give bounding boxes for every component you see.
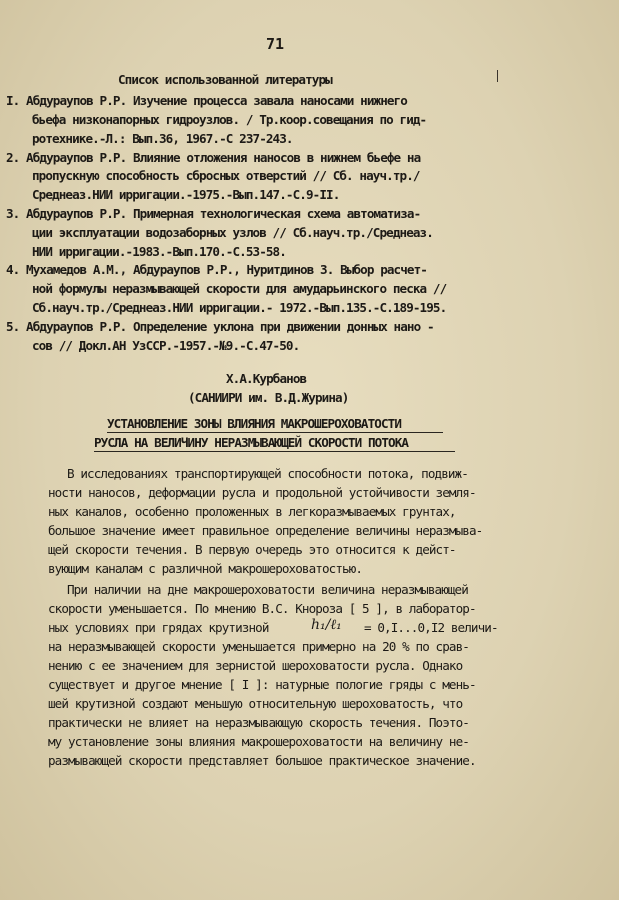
article-title-line-1: УСТАНОВЛЕНИЕ ЗОНЫ ВЛИЯНИЯ МАКРОШЕРОХОВАТОСТИ	[107, 416, 402, 431]
handwritten-formula: h₁/ℓ₁	[311, 617, 342, 633]
body-line: ных каналов, особенно проложенных в легкоразмываемых грунтах,	[48, 504, 456, 519]
reference-line: ции эксплуатации водозаборных узлов // Сб.науч.тр./Среднеаз.	[32, 225, 433, 240]
article-author: Х.А.Курбанов	[226, 371, 307, 386]
reference-line: I. Абдураупов Р.Р. Изучение процесса завала наносами нижнего	[6, 93, 407, 108]
body-line: му установление зоны влияния макрошероховатости на величину не-	[48, 734, 469, 749]
reference-line: 5. Абдураупов Р.Р. Определение уклона при движении донных нано -	[6, 319, 434, 334]
body-line: ных условиях при грядах крутизной	[48, 620, 269, 635]
body-line: При наличии на дне макрошероховатости величина неразмывающей	[67, 582, 468, 597]
title-underline	[94, 451, 455, 452]
reference-line: 3. Абдураупов Р.Р. Примерная технологическая схема автоматиза-	[6, 206, 421, 221]
pencil-mark	[497, 70, 498, 82]
body-line: = 0,I...0,I2 величи-	[364, 620, 498, 635]
body-line: практически не влияет на неразмывающую скорость течения. Поэто-	[48, 715, 469, 730]
body-line: В исследованиях транспортирующей способности потока, подвиж-	[67, 466, 468, 481]
reference-line: Среднеаз.НИИ ирригации.-1975.-Вып.147.-С.9-II.	[32, 187, 340, 202]
article-affiliation: (САНИИРИ им. В.Д.Журина)	[188, 390, 349, 405]
body-line: скорости уменьшается. По мнению В.С. Кнороза [ 5 ], в лаборатор-	[48, 601, 476, 616]
reference-line: НИИ ирригации.-1983.-Вып.170.-С.53-58.	[32, 244, 286, 259]
body-line: нению с ее значением для зернистой шероховатости русла. Однако	[48, 658, 463, 673]
page-number: 71	[266, 35, 285, 53]
reference-line: бьефа низконапорных гидроузлов. / Тр.коор.совещания по гид-	[32, 112, 427, 127]
body-line: ности наносов, деформации русла и продольной устойчивости земля-	[48, 485, 476, 500]
article-title-line-2: РУСЛА НА ВЕЛИЧИНУ НЕРАЗМЫВАЮЩЕЙ СКОРОСТИ ПОТОКА	[94, 435, 409, 450]
reference-line: 4. Мухамедов А.М., Абдураупов Р.Р., Нуритдинов З. Выбор расчет-	[6, 262, 427, 277]
reference-line: пропускную способность сбросных отверстий // Сб. науч.тр./	[32, 168, 420, 183]
reference-line: Сб.науч.тр./Среднеаз.НИИ ирригации.- 1972.-Вып.135.-С.189-195.	[32, 300, 447, 315]
body-line: щей скорости течения. В первую очередь это относится к дейст-	[48, 542, 456, 557]
title-underline	[107, 432, 443, 433]
body-line: вующим каналам с различной макрошероховатостью.	[48, 561, 363, 576]
body-line: существует и другое мнение [ I ]: натурные пологие гряды с мень-	[48, 677, 476, 692]
body-line: большое значение имеет правильное определение величины неразмыва-	[48, 523, 483, 538]
body-line: шей крутизной создают меньшую относительную шероховатость, что	[48, 696, 463, 711]
reference-line: ной формулы неразмывающей скорости для амударьинского песка //	[32, 281, 447, 296]
reference-line: сов // Докл.АН УзССР.-1957.-№9.-С.47-50.	[32, 338, 300, 353]
body-line: размывающей скорости представляет большое практическое значение.	[48, 753, 476, 768]
reference-line: ротехнике.-Л.: Вып.36, 1967.-С 237-243.	[32, 131, 293, 146]
references-heading: Список использованной литературы	[118, 72, 332, 87]
reference-line: 2. Абдураупов Р.Р. Влияние отложения наносов в нижнем бьефе на	[6, 150, 421, 165]
body-line: на неразмывающей скорости уменьшается примерно на 20 % по срав-	[48, 639, 469, 654]
